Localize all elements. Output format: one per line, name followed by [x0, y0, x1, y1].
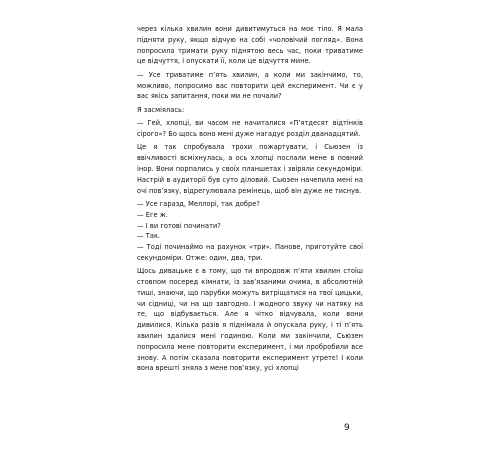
dialogue-line: — Так. [137, 232, 161, 241]
paragraph: — Гей, хлопці, ви часом не начиталися «П’ятдесят відтінків сірого»? Бо щось воно мені дуже нагадує розділ дванадцятий. [137, 119, 363, 138]
paragraph: Це я так спробувала трохи пожартувати, і Сьюзен із ввічливості всміхнулась, а ось хлопці послали мене в повний інор. Вони порпались у своїх планшетах і звіряли секундоміри. Настрій в аудиторії був суто діловий. Сьюзен начепила мені на очі пов’язку, відрегулювала ремінець, щоб він дуже не тиснув. [137, 143, 363, 195]
page-body-text [137, 24, 363, 377]
paragraph: Щось дивацьке є в тому, що ти впродовж п’яти хвилин стоїш стовпом посеред кімнати, із зав’язаними очима, в абсолютній тиші, знаючи, що парубки можуть витріщатися на твої цицьки, чи сідниці, чи на що завгодно. І жодного звуку чи натяку на те, що відбувається. Але я чітко відчувала, коли вони дивилися. Кілька разів я піднімала й опускала руку, і ті п’ять хвилин здалися мені годиною. Коли ми закінчили, Сьюзен попросила мене повторити експеримент, і ми пробробили все знову. А потім сказала повторити експеримент утретє! І коли вона врешті зняла з мене пов’язку, усі хлопці [137, 267, 363, 373]
dialogue-line: — Еге ж. [137, 210, 168, 219]
page-number: 9 [344, 423, 350, 433]
dialogue-line: — І ви готові починати? [137, 221, 221, 230]
paragraph: Я засміялась: [137, 105, 185, 114]
paragraph: через кілька хвилин вони дивитимуться на моє тіло. Я мала підняти руку, якщо відчую на собі «чоловічий погляд». Вона попросила тримати руку піднятою весь час, поки триватиме це відчуття, і опускати її, коли це відчуття мине. [137, 25, 363, 66]
paragraph: — Усе триватиме п’ять хвилин, а коли ми закінчимо, то, можливо, попросимо вас повторити цей експеримент. Чи є у вас якісь запитання, поки ми не почали? [137, 70, 363, 101]
dialogue-line: — Усе гаразд, Меллорі, так добре? [137, 199, 260, 208]
paragraph: — Тоді починаймо на рахунок «три». Панове, приготуйте свої секундоміри. Отже: один, два, три. [137, 243, 363, 262]
